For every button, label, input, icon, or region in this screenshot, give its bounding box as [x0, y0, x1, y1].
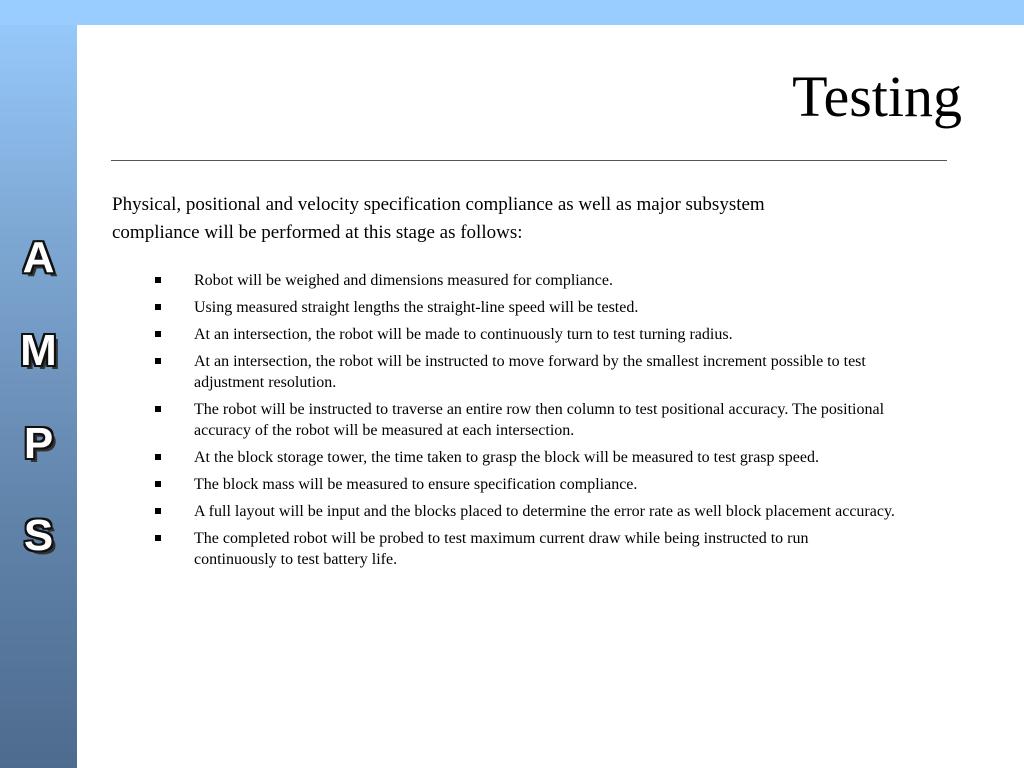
list-item — [155, 447, 895, 468]
list-item — [155, 270, 895, 291]
square-bullet-icon — [155, 304, 161, 310]
list-item-text: The robot will be instructed to traverse an entire row then column to test positional accuracy. The positional accuracy of the robot will be measured at each intersection. — [194, 401, 885, 439]
list-item-text: Using measured straight lengths the straight-line speed will be tested. — [194, 299, 639, 316]
square-bullet-icon — [155, 358, 161, 364]
top-band — [0, 0, 1024, 25]
list-item — [155, 324, 895, 345]
square-bullet-icon — [155, 454, 161, 460]
title-divider — [111, 160, 947, 161]
square-bullet-icon — [155, 481, 161, 487]
list-item-text: Robot will be weighed and dimensions measured for compliance. — [194, 272, 614, 289]
logo-letter-p: P — [23, 419, 54, 468]
square-bullet-icon — [155, 331, 161, 337]
square-bullet-icon — [155, 277, 161, 283]
bullet-list — [155, 270, 895, 576]
logo-letter-m: M — [20, 326, 57, 375]
slide-title: Testing — [792, 64, 962, 129]
list-item — [155, 351, 895, 393]
list-item-text: The completed robot will be probed to test maximum current draw while being instructed to run continuously to test battery life. — [194, 530, 809, 568]
list-item — [155, 528, 895, 570]
list-item — [155, 297, 895, 318]
list-item-text: At the block storage tower, the time taken to grasp the block will be measured to test grasp speed. — [194, 449, 819, 466]
list-item — [155, 474, 895, 495]
logo-letter-a: A — [22, 233, 55, 282]
list-item-text: A full layout will be input and the blocks placed to determine the error rate as well block placement accuracy. — [194, 503, 895, 520]
list-item-text: At an intersection, the robot will be made to continuously turn to test turning radius. — [194, 326, 733, 343]
list-item-text: At an intersection, the robot will be instructed to move forward by the smallest increment possible to test adjustment resolution. — [194, 353, 866, 391]
list-item — [155, 501, 895, 522]
square-bullet-icon — [155, 535, 161, 541]
square-bullet-icon — [155, 406, 161, 412]
list-item — [155, 399, 895, 441]
side-band — [0, 0, 77, 768]
square-bullet-icon — [155, 508, 161, 514]
list-item-text: The block mass will be measured to ensure specification compliance. — [194, 476, 638, 493]
logo-letter-s: S — [23, 511, 54, 560]
intro-paragraph: Physical, positional and velocity specification compliance as well as major subsystem compliance will be performed at this stage as follows: — [112, 194, 765, 243]
